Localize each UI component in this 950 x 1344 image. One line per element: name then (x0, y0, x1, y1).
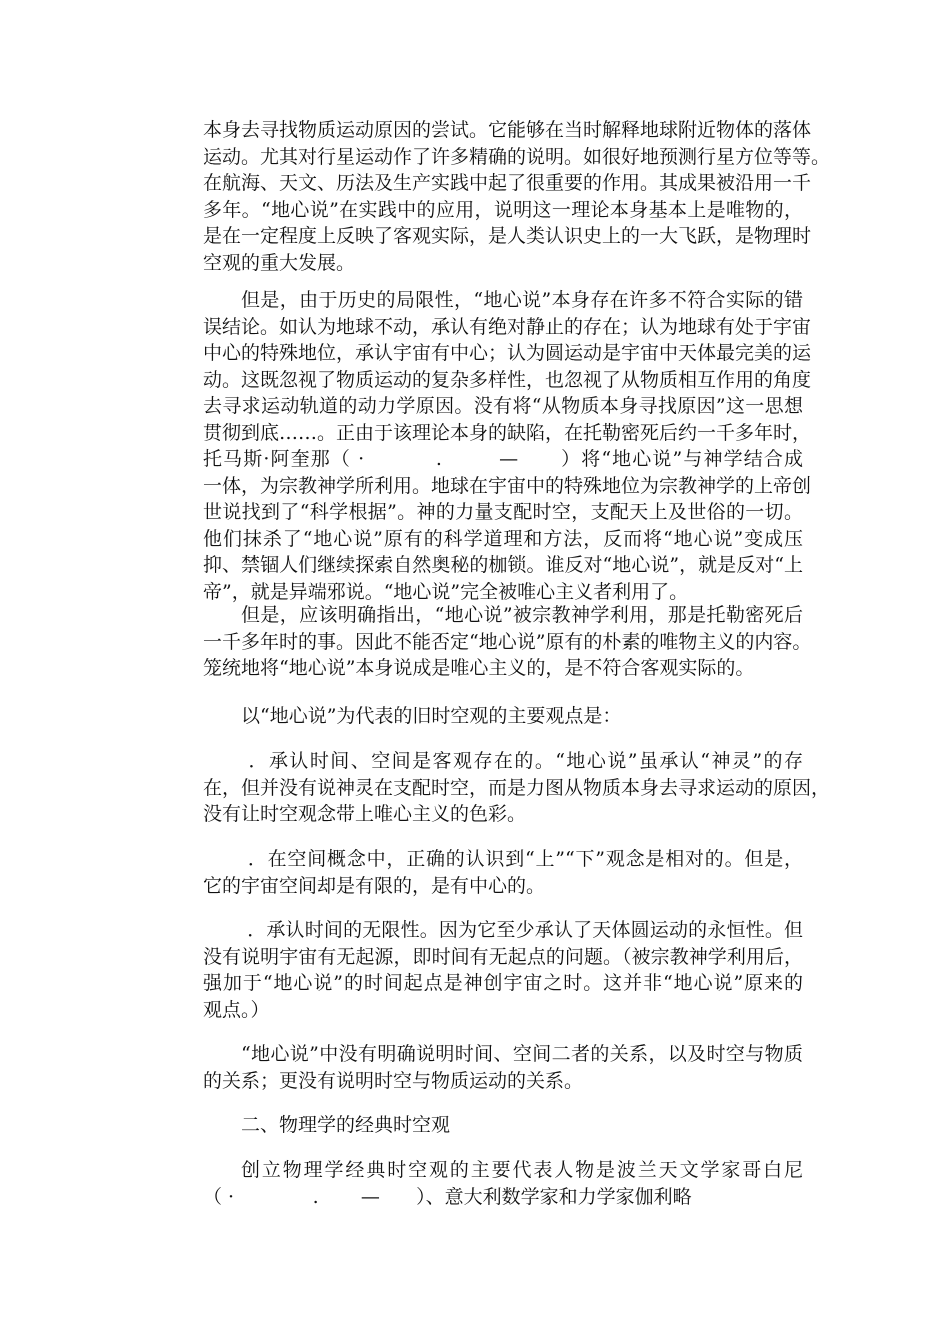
paragraph-geocentric-achievements (203, 117, 831, 276)
text-line: 贯彻到底……。正由于该理论本身的缺陷，在托勒密死后约一千多年时， (203, 421, 812, 444)
paragraph-relations-note (203, 1041, 803, 1094)
text-line: 本身去寻找物质运动原因的尝试。它能够在当时解释地球附近物体的落体 (203, 119, 812, 141)
text-line: 在，但并没有说神灵在支配时空，而是力图从物质本身去寻求运动的原因， (203, 776, 831, 799)
text-line: 强加于“地心说”的时间起点是神创宇宙之时。这并非“地心说”原来的 (203, 972, 803, 994)
text-line: 但是，应该明确指出，“地心说”被宗教神学利用，那是托勒密死后 (241, 604, 803, 626)
text-line: 中心的特殊地位，承认宇宙有中心；认为圆运动是宇宙中天体最完美的运 (203, 342, 812, 364)
text-line: ．在空间概念中，正确的认识到“上”“下”观念是相对的。但是， (241, 848, 803, 870)
paragraph-main-points-intro (203, 703, 803, 730)
text-line: 空观的重大发展。 (203, 251, 356, 274)
text-line: 以“地心说”为代表的旧时空观的主要观点是： (241, 705, 622, 727)
text-line: 去寻求运动轨道的动力学原因。没有将“从物质本身寻找原因”这一思想 (203, 395, 803, 417)
section-heading (203, 1112, 803, 1139)
text-line: 他们抹杀了“地心说”原有的科学道理和方法，反而将“地心说”变成压 (203, 527, 803, 550)
text-line: 托马斯·阿奎那（ · . — ）将“地心说”与神学结合成 (203, 448, 803, 470)
text-line: 运动。尤其对行星运动作了许多精确的说明。如很好地预测行星方位等等。 (203, 145, 831, 168)
text-line: 创立物理学经典时空观的主要代表人物是波兰天文学家哥白尼 (241, 1159, 803, 1181)
text-line: （ · . — ）、意大利数学家和力学家伽利略 (203, 1185, 692, 1208)
text-line: 帝”，就是异端邪说。“地心说”完全被唯心主义者利用了。 (203, 580, 689, 603)
text-line: 多年。“地心说”在实践中的应用，说明这一理论本身基本上是唯物的， (203, 198, 803, 221)
text-line: 的关系；更没有说明时空与物质运动的关系。 (203, 1069, 584, 1092)
text-line: 它的宇宙空间却是有限的，是有中心的。 (203, 874, 546, 897)
text-line: 笼统地将“地心说”本身说成是唯心主义的，是不符合客观实际的。 (203, 657, 755, 679)
text-line: “地心说”中没有明确说明时间、空间二者的关系，以及时空与物质 (241, 1043, 803, 1065)
paragraph-geocentric-limitations (203, 287, 812, 605)
text-line: 一体，为宗教神学所利用。地球在宇宙中的特殊地位为宗教神学的上帝创 (203, 474, 812, 497)
text-line: 没有让时空观念带上唯心主义的色彩。 (203, 803, 527, 825)
list-item-point-1 (203, 748, 831, 828)
list-item-point-3 (203, 917, 803, 1023)
text-line: 没有说明宇宙有无起源，即时间有无起点的问题。（被宗教神学利用后， (203, 945, 803, 968)
text-line: ．承认时间、空间是客观存在的。“地心说”虽承认“神灵”的存 (241, 750, 803, 772)
text-line: 二、物理学的经典时空观 (241, 1114, 451, 1136)
text-line: ．承认时间的无限性。因为它至少承认了天体圆运动的永恒性。但 (241, 919, 803, 941)
text-line: 但是，由于历史的局限性，“地心说”本身存在许多不符合实际的错 (241, 289, 803, 311)
text-line: 是在一定程度上反映了客观实际，是人类认识史上的一大飞跃，是物理时 (203, 225, 812, 247)
text-line: 误结论。如认为地球不动，承认有绝对静止的存在；认为地球有处于宇宙 (203, 315, 812, 338)
text-line: 动。这既忽视了物质运动的复杂多样性，也忽视了从物质相互作用的角度 (203, 368, 812, 391)
text-line: 在航海、天文、历法及生产实践中起了很重要的作用。其成果被沿用一千 (203, 172, 812, 194)
text-line: 一千多年时的事。因此不能否定“地心说”原有的朴素的唯物主义的内容。 (203, 630, 812, 653)
text-line: 观点。） (203, 998, 270, 1021)
paragraph-clarification (203, 602, 812, 682)
text-line: 世说找到了“科学根据”。神的力量支配时空，支配天上及世俗的一切。 (203, 501, 803, 523)
text-line: 抑、禁锢人们继续探索自然奥秘的枷锁。谁反对“地心说”，就是反对“上 (203, 554, 803, 576)
paragraph-classical-founders (203, 1157, 803, 1210)
list-item-point-2 (203, 846, 803, 899)
